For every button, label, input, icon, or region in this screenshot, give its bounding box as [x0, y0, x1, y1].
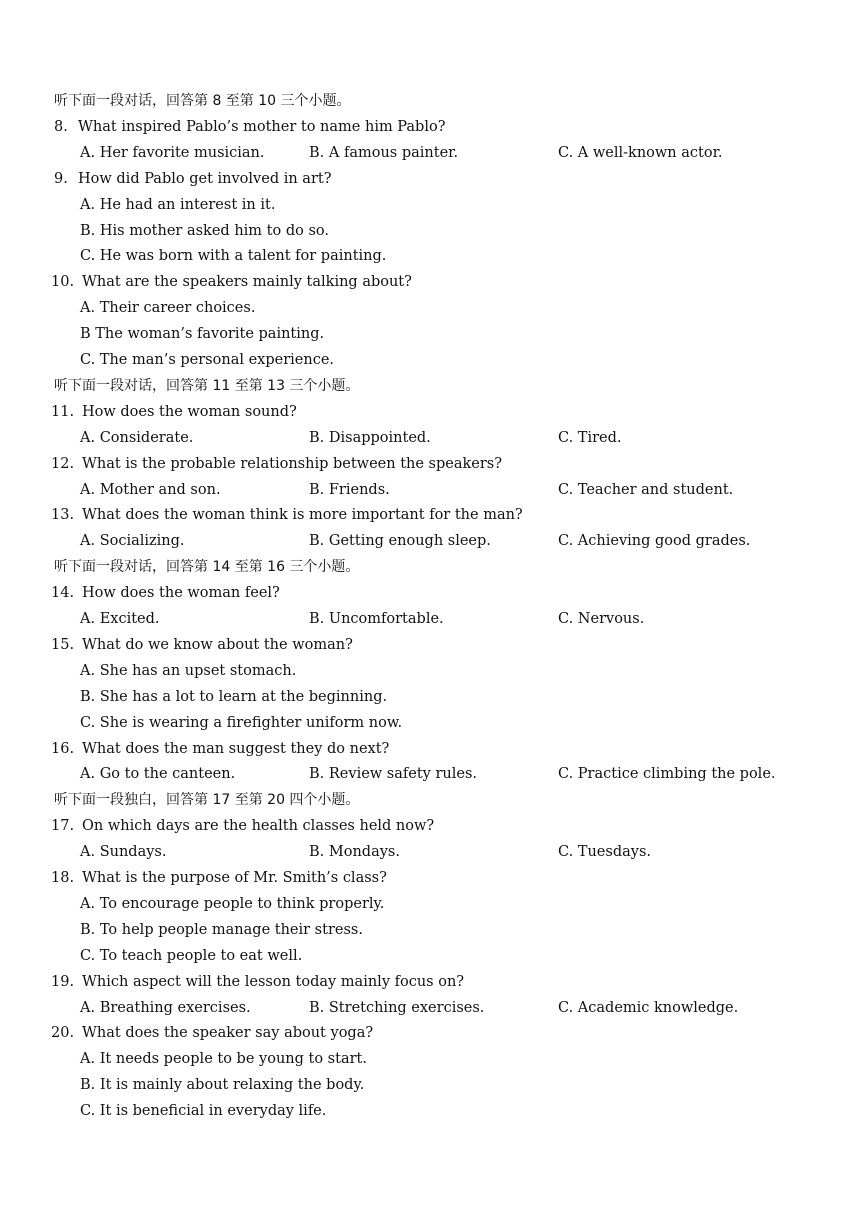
answer-option: A. Breathing exercises.: [80, 999, 251, 1016]
question-text: How does the woman feel?: [82, 585, 280, 602]
answer-option: A. Go to the canteen.: [80, 766, 236, 783]
answer-option: C. A well-known actor.: [558, 144, 723, 161]
question: [54, 118, 445, 136]
answer-option: C. It is beneficial in everyday life.: [80, 1103, 327, 1120]
question: [51, 584, 280, 602]
answer-option: A. Mother and son.: [80, 481, 221, 498]
answer-option: B. To help people manage their stress.: [80, 921, 363, 938]
answer-option: A. She has an upset stomach.: [80, 662, 297, 679]
question: [51, 506, 523, 524]
answer-option: B. Review safety rules.: [309, 766, 478, 783]
question-number: 18.: [51, 870, 75, 886]
answer-option: C. She is wearing a firefighter uniform now.: [80, 714, 403, 731]
question-number: 9.: [54, 170, 68, 187]
question-text: What do we know about the woman?: [82, 636, 353, 653]
question-number: 15.: [51, 636, 75, 653]
question: [54, 170, 331, 188]
answer-option: A. Her favorite musician.: [80, 144, 265, 161]
question: [51, 636, 353, 654]
question-text: What does the man suggest they do next?: [82, 740, 390, 757]
question-text: What does the woman think is more important for the man?: [82, 507, 523, 524]
section-heading: 听下面一段对话，回答第 8 至第 10 三个小题。: [54, 93, 351, 109]
answer-option: C. To teach people to eat well.: [80, 947, 303, 964]
question-number: 14.: [51, 585, 75, 602]
answer-option: C. Tired.: [558, 429, 622, 446]
answer-option: B. It is mainly about relaxing the body.: [80, 1077, 365, 1094]
question: [51, 973, 464, 991]
answer-option: B. Uncomfortable.: [309, 611, 444, 627]
question-text: What is the purpose of Mr. Smith’s class?: [82, 870, 387, 886]
answer-option: C. Nervous.: [558, 611, 645, 627]
answer-option: C. Practice climbing the pole.: [558, 766, 776, 783]
answer-option: A. Socializing.: [80, 533, 185, 550]
question-number: 8.: [54, 118, 68, 135]
question-text: How does the woman sound?: [82, 403, 297, 420]
answer-option: A. Considerate.: [80, 429, 194, 446]
question-number: 16.: [51, 740, 75, 757]
answer-option: C. He was born with a talent for painting.: [80, 248, 387, 265]
question-number: 11.: [51, 403, 75, 420]
answer-option: B. Disappointed.: [309, 429, 431, 446]
answer-option: A. To encourage people to think properly.: [80, 895, 385, 912]
answer-option: C. Tuesdays.: [558, 844, 651, 861]
answer-option: A. Excited.: [80, 611, 160, 627]
answer-option: A. Sundays.: [80, 844, 167, 861]
answer-option: B. She has a lot to learn at the beginning.: [80, 688, 388, 705]
answer-option: C. Achieving good grades.: [558, 533, 751, 550]
answer-option: A. He had an interest in it.: [80, 196, 276, 213]
question: [51, 817, 434, 835]
answer-option: A. It needs people to be young to start.: [80, 1051, 367, 1068]
question-number: 12.: [51, 455, 75, 472]
answer-option: B. His mother asked him to do so.: [80, 222, 329, 239]
question: [51, 403, 297, 421]
question: [51, 455, 502, 473]
question-number: 20.: [51, 1025, 75, 1042]
answer-option: A. Their career choices.: [80, 300, 256, 317]
question-number: 13.: [51, 507, 75, 524]
section-heading: 听下面一段对话，回答第 11 至第 13 三个小题。: [54, 377, 360, 394]
question-number: 19.: [51, 973, 75, 990]
question-text: Which aspect will the lesson today mainly focus on?: [82, 973, 465, 990]
answer-option: B. Stretching exercises.: [309, 999, 485, 1016]
answer-option: C. The man’s personal experience.: [80, 352, 335, 368]
question: [51, 740, 389, 758]
answer-option: B. Mondays.: [309, 844, 400, 861]
question-number: 17.: [51, 818, 75, 835]
question-text: What is the probable relationship between the speakers?: [82, 455, 503, 472]
question: [51, 1024, 373, 1042]
question-text: What inspired Pablo’s mother to name him Pablo?: [78, 118, 446, 135]
section-heading: 听下面一段独白，回答第 17 至第 20 四个小题。: [54, 792, 360, 809]
question-text: What does the speaker say about yoga?: [82, 1025, 374, 1042]
answer-option: B. Friends.: [309, 481, 390, 498]
question: [51, 869, 387, 887]
section-heading: 听下面一段对话，回答第 14 至第 16 三个小题。: [54, 559, 360, 576]
question: [51, 273, 412, 291]
answer-option: B The woman’s favorite painting.: [80, 326, 325, 343]
question-text: On which days are the health classes held now?: [82, 818, 435, 835]
question-number: 10.: [51, 274, 75, 291]
answer-option: C. Teacher and student.: [558, 481, 734, 498]
question-text: What are the speakers mainly talking about?: [82, 274, 412, 291]
question-text: How did Pablo get involved in art?: [78, 170, 332, 187]
answer-option: B. A famous painter.: [309, 144, 459, 161]
answer-option: C. Academic knowledge.: [558, 999, 739, 1016]
answer-option: B. Getting enough sleep.: [309, 533, 491, 550]
